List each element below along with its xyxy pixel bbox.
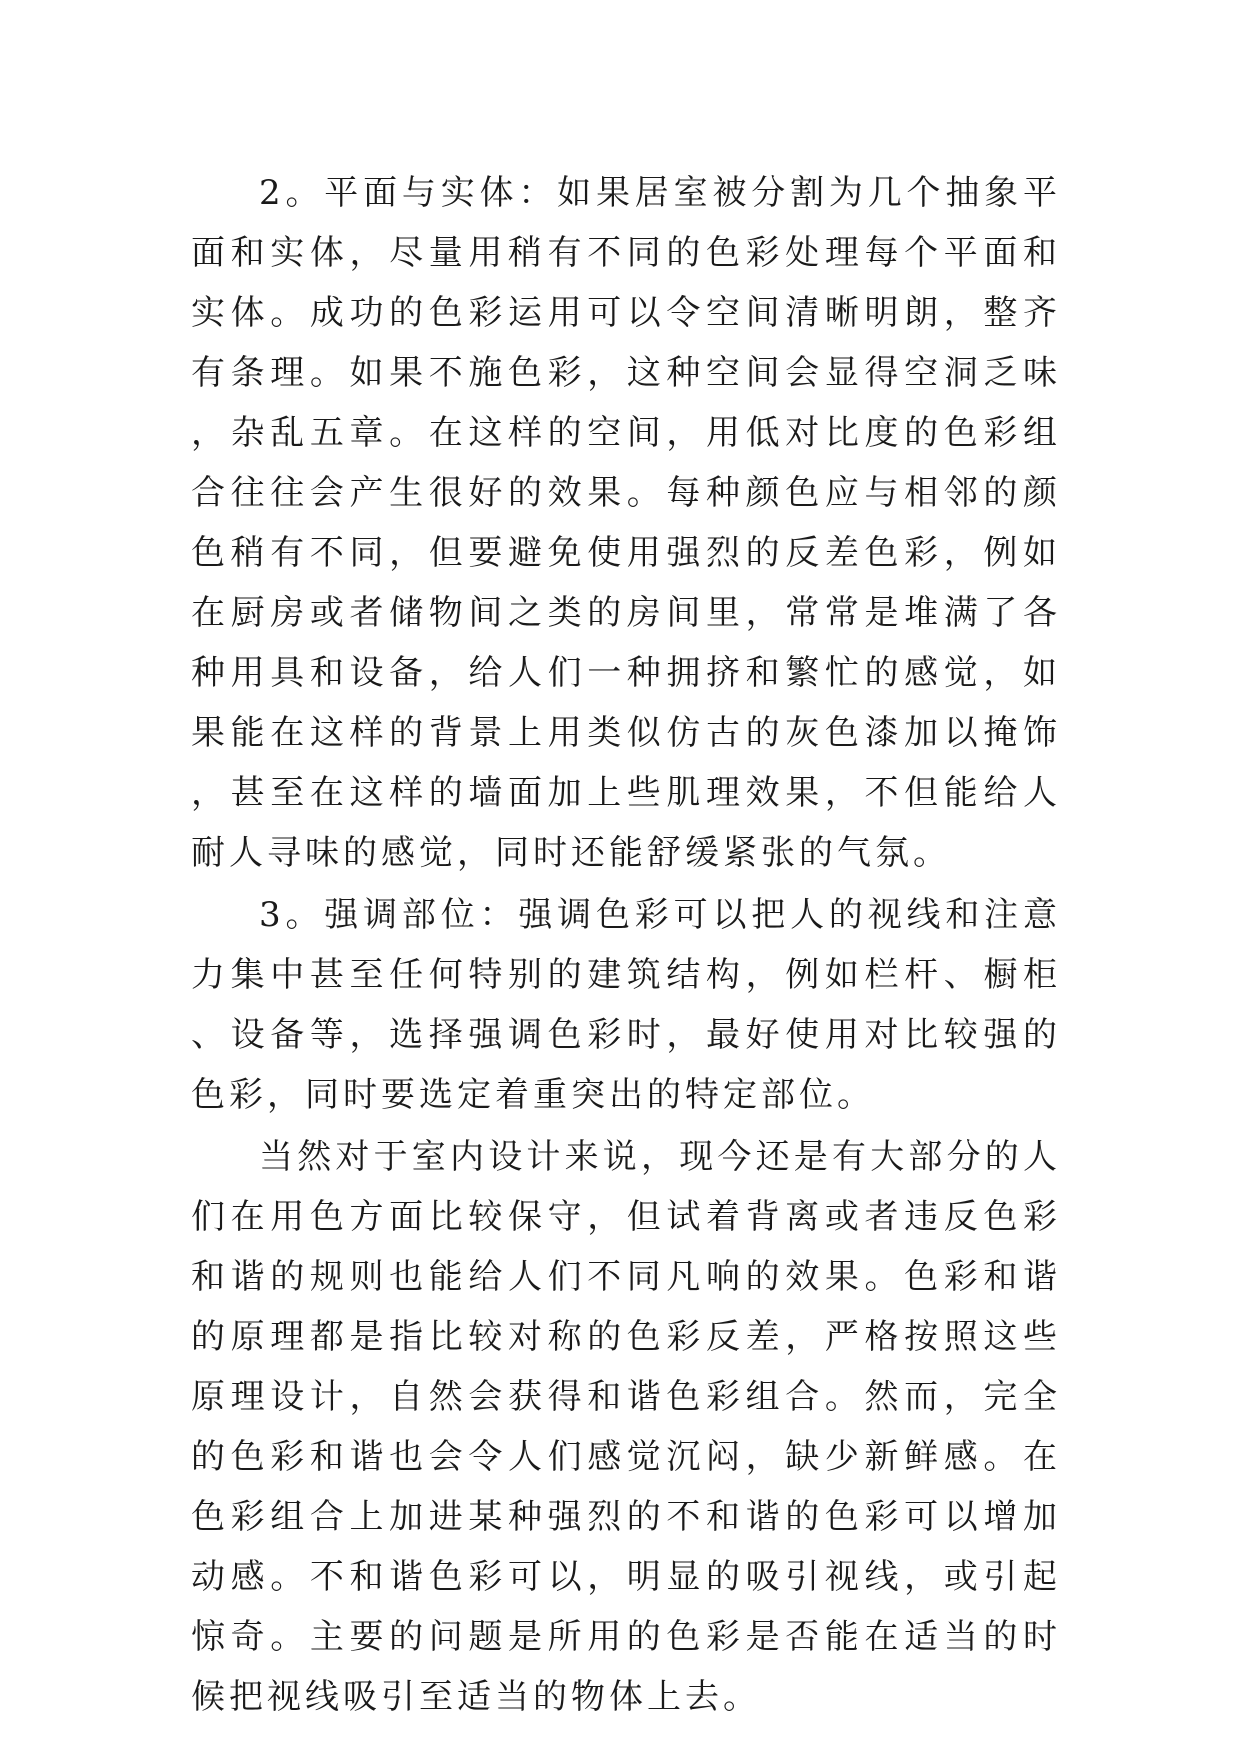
paragraph-emphasis-area: 3。强调部位：强调色彩可以把人的视线和注意力集中甚至任何特别的建筑结构，例如栏杆、橱柜、设备等，选择强调色彩时，最好使用对比较强的色彩，同时要选定着重突出的特定部位。 [191,895,1061,1115]
document-body [191,163,1061,1727]
paragraph-color-harmony: 当然对于室内设计来说，现今还是有大部分的人们在用色方面比较保守，但试着背离或者违反色彩和谐的规则也能给人们不同凡响的效果。色彩和谐的原理都是指比较对称的色彩反差，严格按照这些原理设计，自然会获得和谐色彩组合。然而，完全的色彩和谐也会令人们感觉沉闷，缺少新鲜感。在色彩组合上加进某种强烈的不和谐的色彩可以增加动感。不和谐色彩可以，明显的吸引视线，或引起惊奇。主要的问题是所用的色彩是否能在适当的时候把视线吸引至适当的物体上去。 [191,1137,1061,1717]
paragraph-plane-and-solid: 2。平面与实体：如果居室被分割为几个抽象平面和实体，尽量用稍有不同的色彩处理每个平面和实体。成功的色彩运用可以令空间清晰明朗，整齐有条理。如果不施色彩，这种空间会显得空洞乏味，杂乱五章。在这样的空间，用低对比度的色彩组合往往会产生很好的效果。每种颜色应与相邻的颜色稍有不同，但要避免使用强烈的反差色彩，例如在厨房或者储物间之类的房间里，常常是堆满了各种用具和设备，给人们一种拥挤和繁忙的感觉，如果能在这样的背景上用类似仿古的灰色漆加以掩饰，甚至在这样的墙面加上些肌理效果，不但能给人耐人寻味的感觉，同时还能舒缓紧张的气氛。 [191,173,1061,873]
